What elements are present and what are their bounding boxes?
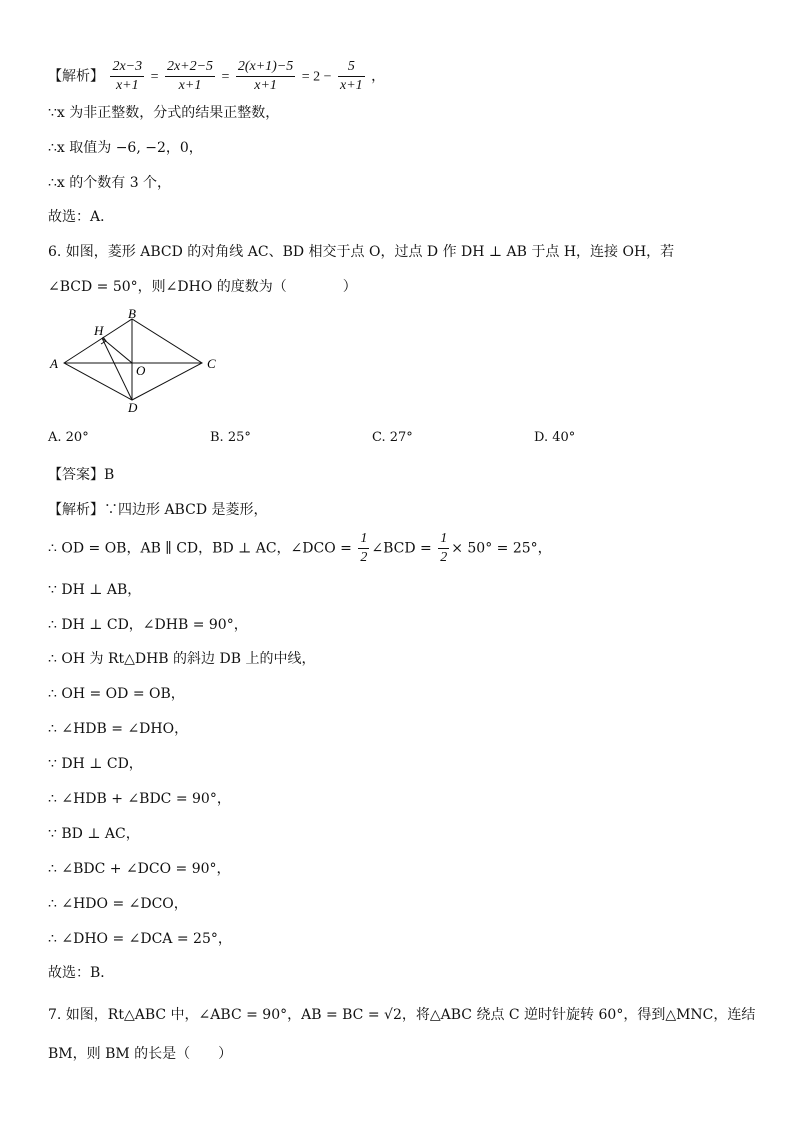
- q6-solution-line-5: ∴ OH 为 Rt△DHB 的斜边 DB 上的中线，: [48, 651, 316, 667]
- s5-line-2: ∵x 为非正整数，分式的结果正整数，: [48, 105, 280, 121]
- q6-solution-line-12: ∴ ∠HDO = ∠DCO，: [48, 896, 188, 912]
- q6-option-c: C. 27°: [372, 430, 413, 445]
- s5-tag: 【解析】: [48, 68, 104, 85]
- label-c: C: [207, 356, 216, 371]
- q6-stem-line-2: ∠BCD = 50°，则∠DHO 的度数为（ ）: [48, 279, 357, 295]
- s5-fraction-4: $\frac{5}{x+1}$: [340, 59, 363, 93]
- s5-fraction-3: $\frac{2(x+1)-5}{x+1}$: [237, 59, 294, 93]
- q6-solution-line-9: ∴ ∠HDB + ∠BDC = 90°，: [48, 791, 231, 807]
- q6-solution-line-11: ∴ ∠BDC + ∠DCO = 90°，: [48, 861, 231, 877]
- q6-solution-line-6: ∴ OH = OD = OB，: [48, 686, 185, 702]
- q7-stem-line-1: 7. 如图，Rt△ABC 中，∠ABC = 90°，AB = BC = √2，将△ABC 绕点 C 逆时针旋转 60°，得到△MNC，连结: [48, 1007, 756, 1023]
- label-b: B: [128, 306, 136, 321]
- q6-option-b: B. 25°: [210, 430, 251, 445]
- s5-line-3: ∴x 取值为 −6, −2，0，: [48, 140, 203, 156]
- s5-line-4: ∴x 的个数有 3 个，: [48, 175, 172, 191]
- rhombus-outline: [64, 319, 202, 400]
- q6-solution-line-10: ∵ BD ⊥ AC，: [48, 826, 140, 842]
- q6-stem-line-1: 6. 如图，菱形 ABCD 的对角线 AC、BD 相交于点 O，过点 D 作 DH ⊥ AB 于点 H，连接 OH，若: [48, 244, 675, 260]
- segment-oh: [102, 338, 132, 363]
- s5-fraction-line: 【解析】 $\frac{2x-3}{x+1}$ = $\frac{2x+2-5}{x+1}$ = $\frac{2(x+1)-5}{x+1}$ = 2 − $\frac{5}{x+1}$ ，: [48, 59, 386, 93]
- label-a: A: [50, 356, 58, 371]
- q6-option-d: D. 40°: [534, 430, 576, 445]
- label-o: O: [136, 363, 146, 378]
- q6-solution-line-13: ∴ ∠DHO = ∠DCA = 25°，: [48, 931, 232, 947]
- q6-solution-line-3: ∵ DH ⊥ AB，: [48, 582, 142, 598]
- q7-stem-line-2: BM，则 BM 的长是（ ）: [48, 1046, 233, 1062]
- q6-solution-line-1: 【解析】∵四边形 ABCD 是菱形，: [48, 502, 268, 518]
- q6-rhombus-figure: [44, 306, 224, 418]
- q6-option-a: A. 20°: [48, 430, 89, 445]
- q6-solution-line-2: ∴ OD = OB，AB ∥ CD，BD ⊥ AC，∠DCO = $\frac{1}{2}$ ∠BCD = $\frac{1}{2}$ × 50° = 25°，: [48, 531, 552, 565]
- q6-solution-line-4: ∴ DH ⊥ CD，∠DHB = 90°，: [48, 617, 248, 633]
- segment-dh: [102, 338, 132, 400]
- s5-line-5: 故选：A．: [48, 209, 115, 225]
- q6-solution-line-8: ∵ DH ⊥ CD，: [48, 756, 143, 772]
- q6-solution-line-7: ∴ ∠HDB = ∠DHO，: [48, 721, 189, 737]
- s5-fraction-1: $\frac{2x-3}{x+1}$: [112, 59, 143, 93]
- label-h: H: [94, 323, 104, 338]
- q6-answer: 【答案】B: [48, 467, 115, 483]
- label-d: D: [128, 400, 138, 415]
- q6-solution-line-14: 故选：B．: [48, 965, 115, 981]
- s5-fraction-2: $\frac{2x+2-5}{x+1}$: [166, 59, 214, 93]
